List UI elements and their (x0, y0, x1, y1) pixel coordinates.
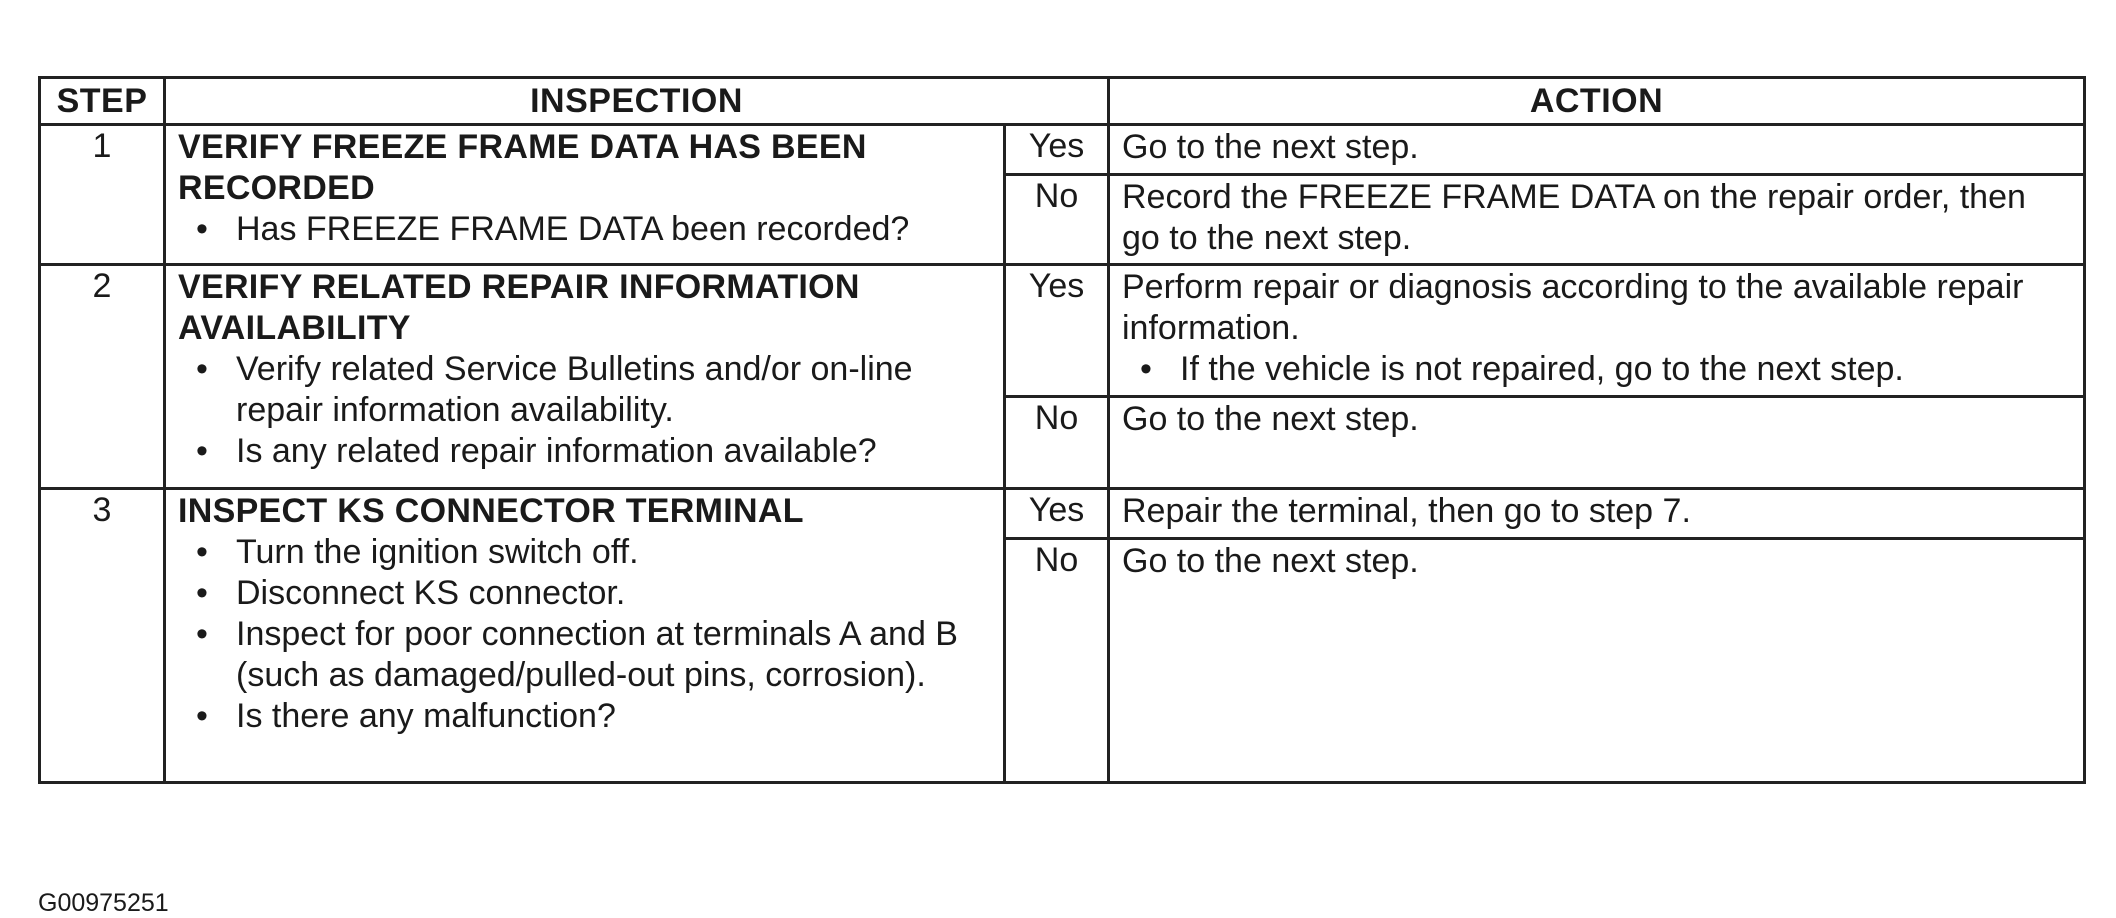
step-header: STEP (40, 78, 165, 125)
inspection-bullet-item (178, 209, 993, 250)
yes-action-text: Repair the terminal, then go to step 7. (1122, 492, 1691, 530)
bullet-text: Is any related repair information available? (236, 432, 877, 470)
inspection-header: INSPECTION (165, 78, 1109, 125)
bullet-icon: • (196, 697, 208, 735)
bullet-icon: • (196, 210, 208, 248)
inspection-bullets (178, 209, 993, 250)
bullet-text: Is there any malfunction? (236, 697, 616, 735)
no-label: No (1005, 397, 1109, 489)
yes-action (1109, 265, 2085, 397)
no-action-text: Go to the next step. (1122, 400, 1419, 438)
bullet-text: Has FREEZE FRAME DATA been recorded? (236, 210, 910, 248)
bullet-text: Verify related Service Bulletins and/or on-line repair information availability. (236, 350, 913, 429)
inspection-bullet-item (178, 349, 993, 431)
yes-action-text: Perform repair or diagnosis according to the available repair information. (1122, 268, 2024, 347)
inspection-bullet-item (178, 614, 993, 696)
bullet-text: Inspect for poor connection at terminals A and B (such as damaged/pulled-out pins, corrosion). (236, 615, 958, 694)
yes-label: Yes (1005, 265, 1109, 397)
inspection-bullet-item (178, 573, 993, 614)
no-action-text: Go to the next step. (1122, 542, 1419, 580)
inspection-bullets (178, 532, 993, 737)
step-number: 1 (40, 125, 165, 265)
diagnostic-table (38, 76, 2086, 784)
bullet-icon: • (196, 615, 208, 653)
step-2-yes-row (40, 265, 2085, 397)
yes-action-text: Go to the next step. (1122, 128, 1419, 166)
bullet-text: If the vehicle is not repaired, go to the next step. (1180, 350, 1904, 388)
action-bullets (1122, 349, 2073, 390)
bullet-text: Disconnect KS connector. (236, 574, 626, 612)
action-header: ACTION (1109, 78, 2085, 125)
bullet-icon: • (196, 533, 208, 571)
inspection-bullet-item (178, 431, 993, 472)
action-bullet-item (1122, 349, 2073, 390)
no-action (1109, 397, 2085, 489)
inspection-cell (165, 489, 1005, 783)
yes-label: Yes (1005, 489, 1109, 539)
bullet-icon: • (196, 432, 208, 470)
inspection-title: VERIFY RELATED REPAIR INFORMATION AVAILABILITY (178, 268, 860, 347)
step-number: 2 (40, 265, 165, 489)
header-row (40, 78, 2085, 125)
no-label: No (1005, 539, 1109, 783)
no-action (1109, 175, 2085, 265)
bullet-icon: • (1140, 350, 1152, 388)
bullet-text: Turn the ignition switch off. (236, 533, 639, 571)
diagnostic-sheet (38, 76, 2083, 917)
bullet-icon: • (196, 574, 208, 612)
yes-action (1109, 125, 2085, 175)
inspection-bullets (178, 349, 993, 472)
step-number: 3 (40, 489, 165, 783)
yes-action (1109, 489, 2085, 539)
inspection-cell (165, 125, 1005, 265)
inspection-title: INSPECT KS CONNECTOR TERMINAL (178, 492, 804, 530)
inspection-cell (165, 265, 1005, 489)
no-label: No (1005, 175, 1109, 265)
step-1-yes-row (40, 125, 2085, 175)
bullet-icon: • (196, 350, 208, 388)
step-3-yes-row (40, 489, 2085, 539)
figure-id: G00975251 (38, 889, 169, 917)
inspection-bullet-item (178, 532, 993, 573)
yes-label: Yes (1005, 125, 1109, 175)
inspection-bullet-item (178, 696, 993, 737)
inspection-title: VERIFY FREEZE FRAME DATA HAS BEEN RECORDED (178, 128, 867, 207)
no-action (1109, 539, 2085, 783)
no-action-text: Record the FREEZE FRAME DATA on the repair order, then go to the next step. (1122, 178, 2026, 257)
